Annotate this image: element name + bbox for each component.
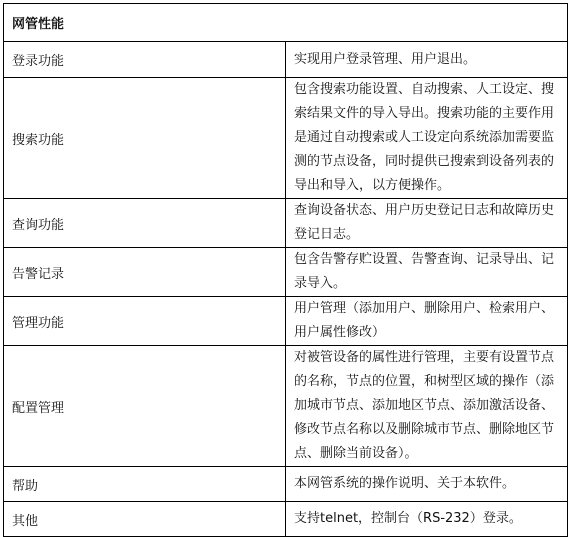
row-label: 配置管理 [4, 346, 286, 467]
row-description: 本网管系统的操作说明、关于本软件。 [286, 467, 568, 502]
row-description: 用户管理（添加用户、删除用户、检索用户、用户属性修改） [286, 297, 568, 346]
row-label: 其他 [4, 502, 286, 537]
spec-table [3, 3, 568, 537]
table-row [4, 297, 568, 346]
row-description: 包含告警存贮设置、告警查询、记录导出、记录导入。 [286, 248, 568, 297]
row-description: 查询设备状态、用户历史登记日志和故障历史登记日志。 [286, 199, 568, 248]
table-title-row [4, 4, 568, 42]
table-row [4, 248, 568, 297]
row-description: 对被管设备的属性进行管理，主要有设置节点的名称，节点的位置，和树型区域的操作（添加城市节点、添加地区节点、添加激活设备、修改节点名称以及删除城市节点、删除地区节点、删除当前设备）。 [286, 346, 568, 467]
row-description: 实现用户登录管理、用户退出。 [286, 42, 568, 78]
table-row [4, 502, 568, 537]
row-label: 查询功能 [4, 199, 286, 248]
row-label: 搜索功能 [4, 78, 286, 199]
table-row [4, 346, 568, 467]
row-label: 帮助 [4, 467, 286, 502]
table-row [4, 467, 568, 502]
spec-table-container [3, 3, 568, 529]
table-title: 网管性能 [4, 4, 568, 42]
row-label: 告警记录 [4, 248, 286, 297]
row-label: 管理功能 [4, 297, 286, 346]
row-description: 支持telnet，控制台（RS-232）登录。 [286, 502, 568, 537]
row-description: 包含搜索功能设置、自动搜索、人工设定、搜索结果文件的导入导出。搜索功能的主要作用是通过自动搜索或人工设定向系统添加需要监测的节点设备，同时提供已搜索到设备列表的导出和导入，以方便操作。 [286, 78, 568, 199]
table-row [4, 78, 568, 199]
table-row [4, 199, 568, 248]
table-row [4, 42, 568, 78]
row-label: 登录功能 [4, 42, 286, 78]
